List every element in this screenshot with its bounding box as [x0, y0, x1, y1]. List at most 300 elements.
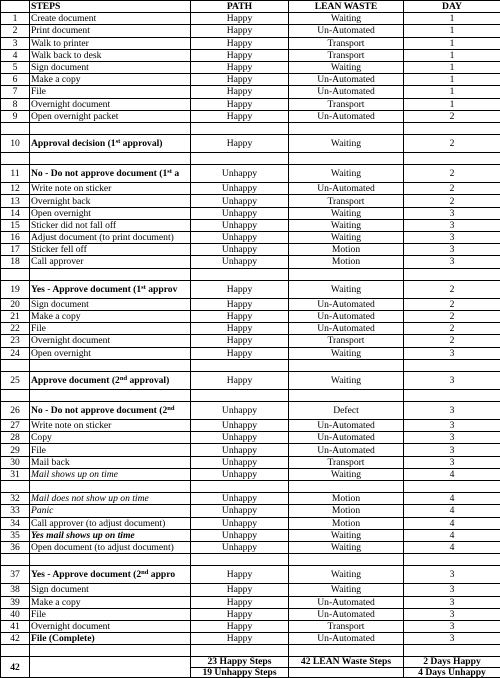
- step-description: Adjust document (to print document): [30, 232, 191, 244]
- table-row: [1, 37, 500, 49]
- step-description: [30, 280, 191, 298]
- spacer-cell: [1, 389, 30, 401]
- step-description: Panic: [30, 505, 191, 517]
- spacer-cell: [1, 268, 30, 280]
- path-value: Happy: [191, 135, 289, 153]
- path-value: Happy: [191, 596, 289, 608]
- lean-waste-value: Waiting: [289, 347, 404, 359]
- ordinal-suffix: st: [167, 168, 172, 175]
- step-description: File: [30, 86, 191, 98]
- step-description: Mail back: [30, 456, 191, 468]
- spacer-cell: [191, 389, 289, 401]
- step-number: 12: [1, 183, 30, 195]
- step-number: 4: [1, 49, 30, 61]
- spacer-cell: [1, 153, 30, 165]
- path-value: Unhappy: [191, 432, 289, 444]
- step-number: 7: [1, 86, 30, 98]
- step-number: 40: [1, 608, 30, 620]
- lean-waste-value: Un-Automated: [289, 183, 404, 195]
- table-row: [1, 596, 500, 608]
- step-number: 9: [1, 110, 30, 122]
- table-row: [1, 323, 500, 335]
- table-row: [1, 517, 500, 529]
- step-description: Sign document: [30, 61, 191, 73]
- table-row: [1, 335, 500, 347]
- lean-waste-value: Waiting: [289, 13, 404, 25]
- day-value: 3: [404, 620, 500, 632]
- lean-waste-value: Waiting: [289, 207, 404, 219]
- spacer-cell: [191, 481, 289, 493]
- lean-waste-value: Un-Automated: [289, 633, 404, 645]
- lean-waste-value: Waiting: [289, 219, 404, 231]
- day-value: 3: [404, 608, 500, 620]
- totals-steps-blank: [30, 657, 191, 678]
- path-value: Unhappy: [191, 468, 289, 480]
- spacer-row: [1, 268, 500, 280]
- table-row: [1, 61, 500, 73]
- day-value: 1: [404, 98, 500, 110]
- step-text: No - Do not approve document (1: [31, 168, 167, 179]
- path-value: Unhappy: [191, 444, 289, 456]
- path-value: Happy: [191, 335, 289, 347]
- step-description: Call approver (to adjust document): [30, 517, 191, 529]
- step-description: Open document (to adjust document): [30, 541, 191, 553]
- day-value: 3: [404, 256, 500, 268]
- table-row: [1, 219, 500, 231]
- total-step-count: 42: [1, 657, 30, 678]
- step-description: Overnight back: [30, 195, 191, 207]
- step-description: Mail shows up on time: [30, 468, 191, 480]
- path-value: Happy: [191, 608, 289, 620]
- lean-waste-value: Un-Automated: [289, 86, 404, 98]
- lean-waste-value: Waiting: [289, 61, 404, 73]
- spacer-cell: [289, 122, 404, 134]
- spacer-cell: [404, 481, 500, 493]
- step-description: File: [30, 608, 191, 620]
- step-number: 22: [1, 323, 30, 335]
- path-value: Unhappy: [191, 420, 289, 432]
- path-value: Unhappy: [191, 517, 289, 529]
- path-value: Happy: [191, 37, 289, 49]
- step-number: 19: [1, 280, 30, 298]
- lean-waste-value: Waiting: [289, 566, 404, 584]
- step-text-rest: approval): [127, 375, 169, 386]
- ordinal-suffix: nd: [167, 405, 174, 412]
- step-number: 31: [1, 468, 30, 480]
- spacer-cell: [289, 554, 404, 566]
- step-text-rest: approv: [146, 284, 178, 295]
- step-number: 27: [1, 420, 30, 432]
- step-description: Open overnight: [30, 207, 191, 219]
- lean-waste-value: Un-Automated: [289, 310, 404, 322]
- step-number: 39: [1, 596, 30, 608]
- path-value: Unhappy: [191, 529, 289, 541]
- header-path: PATH: [191, 1, 289, 13]
- step-description: Sticker did not fall off: [30, 219, 191, 231]
- table-row: [1, 566, 500, 584]
- day-value: 2: [404, 298, 500, 310]
- step-number: 2: [1, 25, 30, 37]
- path-value: Happy: [191, 298, 289, 310]
- step-description: [30, 165, 191, 183]
- step-text: Approval decision (1: [31, 138, 116, 149]
- path-value: Unhappy: [191, 219, 289, 231]
- day-value: 1: [404, 25, 500, 37]
- spacer-cell: [289, 268, 404, 280]
- step-description: Print document: [30, 25, 191, 37]
- header-row: [1, 1, 500, 13]
- step-number: 26: [1, 402, 30, 420]
- lean-waste-value: Waiting: [289, 232, 404, 244]
- table-row: [1, 49, 500, 61]
- step-number: 34: [1, 517, 30, 529]
- spacer-cell: [1, 359, 30, 371]
- spacer-cell: [30, 153, 191, 165]
- lean-waste-value: Un-Automated: [289, 596, 404, 608]
- step-description: Create document: [30, 13, 191, 25]
- step-number: 20: [1, 298, 30, 310]
- lean-waste-value: Un-Automated: [289, 110, 404, 122]
- step-description: Sign document: [30, 298, 191, 310]
- step-description: Walk to printer: [30, 37, 191, 49]
- step-text: Yes - Approve document (2: [31, 569, 141, 580]
- step-description: File: [30, 444, 191, 456]
- table-row: [1, 505, 500, 517]
- spacer-cell: [30, 645, 191, 657]
- step-number: 32: [1, 493, 30, 505]
- table-row: [1, 256, 500, 268]
- step-description: Mail does not show up on time: [30, 493, 191, 505]
- day-value: 1: [404, 13, 500, 25]
- step-text: No - Do not approve document (2: [31, 405, 167, 416]
- day-value: 4: [404, 541, 500, 553]
- lean-waste-value: Un-Automated: [289, 25, 404, 37]
- spacer-cell: [1, 481, 30, 493]
- step-description: Call approver: [30, 256, 191, 268]
- step-description: Walk back to desk: [30, 49, 191, 61]
- day-value: 4: [404, 529, 500, 541]
- table-row: [1, 195, 500, 207]
- day-value: 3: [404, 456, 500, 468]
- spacer-row: [1, 645, 500, 657]
- day-value: 3: [404, 347, 500, 359]
- path-value: Happy: [191, 620, 289, 632]
- step-number: 15: [1, 219, 30, 231]
- step-description: Sign document: [30, 584, 191, 596]
- step-number: 16: [1, 232, 30, 244]
- path-value: Happy: [191, 86, 289, 98]
- lean-waste-value: Waiting: [289, 165, 404, 183]
- day-value: 2: [404, 195, 500, 207]
- spacer-cell: [1, 122, 30, 134]
- ordinal-suffix: nd: [120, 375, 127, 382]
- step-description: Make a copy: [30, 310, 191, 322]
- step-number: 18: [1, 256, 30, 268]
- table-row: [1, 244, 500, 256]
- table-row: [1, 298, 500, 310]
- path-value: Happy: [191, 110, 289, 122]
- spacer-row: [1, 359, 500, 371]
- spacer-cell: [404, 554, 500, 566]
- path-value: Happy: [191, 347, 289, 359]
- spacer-row: [1, 389, 500, 401]
- path-value: Unhappy: [191, 541, 289, 553]
- path-value: Happy: [191, 25, 289, 37]
- lean-waste-value: Transport: [289, 456, 404, 468]
- step-number: 41: [1, 620, 30, 632]
- lean-waste-value: Un-Automated: [289, 298, 404, 310]
- step-description: [30, 402, 191, 420]
- day-value: 3: [404, 566, 500, 584]
- spacer-row: [1, 153, 500, 165]
- spacer-cell: [404, 359, 500, 371]
- lean-waste-value: Waiting: [289, 371, 404, 389]
- table-row: [1, 584, 500, 596]
- table-row: [1, 310, 500, 322]
- lean-waste-value: Waiting: [289, 584, 404, 596]
- spacer-cell: [191, 359, 289, 371]
- lean-waste-value: Transport: [289, 195, 404, 207]
- step-text-rest: approval): [120, 138, 162, 149]
- lean-waste-value: Transport: [289, 335, 404, 347]
- table-body: [1, 1, 500, 657]
- step-description: Overnight document: [30, 335, 191, 347]
- table-row: [1, 110, 500, 122]
- lean-waste-value: Un-Automated: [289, 420, 404, 432]
- path-value: Happy: [191, 98, 289, 110]
- step-number: 8: [1, 98, 30, 110]
- table-row: [1, 493, 500, 505]
- path-value: Happy: [191, 49, 289, 61]
- path-value: Unhappy: [191, 493, 289, 505]
- day-value: 4: [404, 517, 500, 529]
- spacer-cell: [191, 645, 289, 657]
- day-value: 3: [404, 633, 500, 645]
- day-value: 3: [404, 420, 500, 432]
- step-number: 24: [1, 347, 30, 359]
- table-row: [1, 444, 500, 456]
- path-value: Unhappy: [191, 165, 289, 183]
- spacer-row: [1, 481, 500, 493]
- step-number: 25: [1, 371, 30, 389]
- path-value: Unhappy: [191, 232, 289, 244]
- spacer-cell: [30, 554, 191, 566]
- step-number: 13: [1, 195, 30, 207]
- step-description: [30, 135, 191, 153]
- lean-waste-value: Motion: [289, 505, 404, 517]
- spacer-cell: [289, 153, 404, 165]
- step-description: Overnight document: [30, 620, 191, 632]
- step-number: 33: [1, 505, 30, 517]
- step-description: Write note on sticker: [30, 420, 191, 432]
- day-value: 4: [404, 468, 500, 480]
- lean-waste-value: Un-Automated: [289, 444, 404, 456]
- table-row: [1, 74, 500, 86]
- step-number: 10: [1, 135, 30, 153]
- day-value: 3: [404, 596, 500, 608]
- step-number: 38: [1, 584, 30, 596]
- step-number: 29: [1, 444, 30, 456]
- day-value: 3: [404, 432, 500, 444]
- total-happy-steps: 23 Happy Steps: [191, 657, 289, 668]
- path-value: Unhappy: [191, 195, 289, 207]
- spacer-row: [1, 122, 500, 134]
- table-row: [1, 207, 500, 219]
- spacer-cell: [289, 389, 404, 401]
- spacer-cell: [289, 645, 404, 657]
- day-value: 4: [404, 505, 500, 517]
- day-value: 2: [404, 183, 500, 195]
- day-value: 2: [404, 135, 500, 153]
- step-number: 28: [1, 432, 30, 444]
- day-value: 1: [404, 61, 500, 73]
- ordinal-suffix: st: [116, 138, 121, 145]
- step-number: 42: [1, 633, 30, 645]
- day-value: 3: [404, 402, 500, 420]
- path-value: Happy: [191, 371, 289, 389]
- step-number: 36: [1, 541, 30, 553]
- step-number: 3: [1, 37, 30, 49]
- path-value: Unhappy: [191, 207, 289, 219]
- spacer-cell: [404, 645, 500, 657]
- header-lean-waste: LEAN WASTE: [289, 1, 404, 13]
- path-value: Happy: [191, 61, 289, 73]
- lean-waste-value: Waiting: [289, 280, 404, 298]
- spacer-cell: [404, 122, 500, 134]
- lean-waste-value: Motion: [289, 493, 404, 505]
- step-description: Yes mail shows up on time: [30, 529, 191, 541]
- spacer-cell: [191, 153, 289, 165]
- day-value: 2: [404, 310, 500, 322]
- step-description: Make a copy: [30, 74, 191, 86]
- step-description: Overnight document: [30, 98, 191, 110]
- header-number: [1, 1, 30, 13]
- lean-waste-value: Un-Automated: [289, 608, 404, 620]
- lean-waste-value: Waiting: [289, 135, 404, 153]
- step-text: Yes - Approve document (1: [31, 284, 141, 295]
- path-value: Happy: [191, 280, 289, 298]
- table-row: [1, 432, 500, 444]
- spacer-cell: [30, 481, 191, 493]
- table-row: [1, 165, 500, 183]
- table-row: [1, 86, 500, 98]
- header-steps: STEPS: [30, 1, 191, 13]
- spacer-cell: [30, 359, 191, 371]
- total-days-unhappy: 4 Days Unhappy: [404, 667, 500, 678]
- step-description: [30, 371, 191, 389]
- step-number: 17: [1, 244, 30, 256]
- step-description: Open overnight packet: [30, 110, 191, 122]
- spacer-cell: [191, 554, 289, 566]
- lean-waste-value: Defect: [289, 402, 404, 420]
- path-value: Happy: [191, 74, 289, 86]
- total-days-happy: 2 Days Happy: [404, 657, 500, 668]
- step-number: 30: [1, 456, 30, 468]
- step-number: 21: [1, 310, 30, 322]
- table-row: [1, 402, 500, 420]
- header-day: DAY: [404, 1, 500, 13]
- day-value: 1: [404, 86, 500, 98]
- totals-section: [1, 657, 500, 678]
- lean-waste-value: Transport: [289, 37, 404, 49]
- spacer-cell: [30, 268, 191, 280]
- day-value: 1: [404, 49, 500, 61]
- step-description: Open overnight: [30, 347, 191, 359]
- path-value: Happy: [191, 13, 289, 25]
- lean-waste-value: Transport: [289, 49, 404, 61]
- table-row: [1, 456, 500, 468]
- spacer-cell: [289, 359, 404, 371]
- path-value: Unhappy: [191, 183, 289, 195]
- path-value: Unhappy: [191, 402, 289, 420]
- table-row: [1, 620, 500, 632]
- step-description: File: [30, 323, 191, 335]
- day-value: 2: [404, 335, 500, 347]
- path-value: Unhappy: [191, 256, 289, 268]
- path-value: Happy: [191, 566, 289, 584]
- table-row: [1, 183, 500, 195]
- lean-waste-value: Waiting: [289, 541, 404, 553]
- day-value: 3: [404, 207, 500, 219]
- table-row: [1, 541, 500, 553]
- table-row: [1, 280, 500, 298]
- path-value: Happy: [191, 584, 289, 596]
- table-row: [1, 529, 500, 541]
- step-number: 23: [1, 335, 30, 347]
- table-row: [1, 608, 500, 620]
- step-number: 14: [1, 207, 30, 219]
- step-description: Sticker fell off: [30, 244, 191, 256]
- lean-waste-value: Un-Automated: [289, 74, 404, 86]
- day-value: 3: [404, 232, 500, 244]
- step-description: Write note on sticker: [30, 183, 191, 195]
- spacer-cell: [289, 481, 404, 493]
- table-row: [1, 420, 500, 432]
- spacer-cell: [30, 389, 191, 401]
- step-number: 6: [1, 74, 30, 86]
- lean-waste-value: Motion: [289, 244, 404, 256]
- day-value: 3: [404, 219, 500, 231]
- lean-waste-value: Transport: [289, 620, 404, 632]
- day-value: 2: [404, 323, 500, 335]
- table-row: [1, 371, 500, 389]
- day-value: 4: [404, 493, 500, 505]
- day-value: 3: [404, 444, 500, 456]
- step-description: Make a copy: [30, 596, 191, 608]
- path-value: Happy: [191, 633, 289, 645]
- ordinal-suffix: st: [141, 284, 146, 291]
- step-text-rest: a: [172, 168, 179, 179]
- spacer-cell: [30, 122, 191, 134]
- step-number: 37: [1, 566, 30, 584]
- path-value: Happy: [191, 310, 289, 322]
- day-value: 2: [404, 165, 500, 183]
- spacer-cell: [191, 122, 289, 134]
- step-text: Approve document (2: [31, 375, 120, 386]
- spacer-row: [1, 554, 500, 566]
- total-waste-steps: 42 LEAN Waste Steps: [289, 657, 404, 668]
- day-value: 1: [404, 37, 500, 49]
- path-value: Unhappy: [191, 244, 289, 256]
- table-row: [1, 633, 500, 645]
- spacer-cell: [404, 389, 500, 401]
- table-row: [1, 98, 500, 110]
- spacer-cell: [404, 153, 500, 165]
- lean-waste-value: Waiting: [289, 468, 404, 480]
- totals-row: [1, 657, 500, 668]
- spacer-cell: [1, 645, 30, 657]
- spacer-cell: [404, 268, 500, 280]
